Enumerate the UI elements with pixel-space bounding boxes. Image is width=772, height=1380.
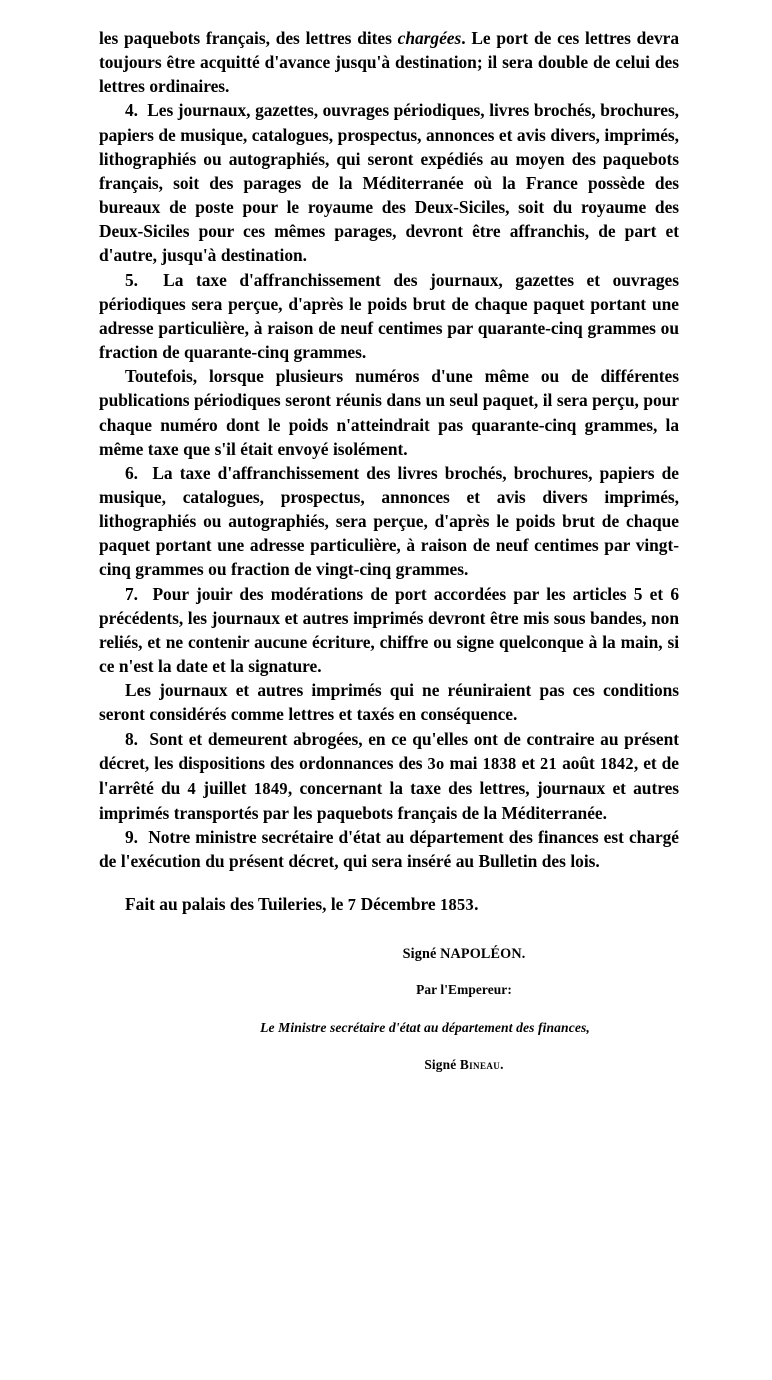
article-text-4: Les journaux, gazettes, ouvrages périodiques, livres brochés, brochures, papiers de musique, catalogues, prospectus, annonces et avis divers, imprimés, lithographiés ou autographiés, qui seront expédiés au moyen des paquebots français, soit des parages de la Méditerranée où la France possède des bureaux de poste pour le royaume des Deux-Siciles, soit du royaume des Deux-Siciles pour ces mêmes parages, devront être affranchis, de part et d'autre, jusqu'à destination. bbox=[99, 100, 679, 266]
paragraph-continuation bbox=[99, 26, 679, 98]
article-8 bbox=[99, 727, 679, 826]
article-number-4: 4. bbox=[125, 100, 138, 121]
article-5 bbox=[99, 268, 679, 365]
article-8-date-1842: 1842 bbox=[599, 753, 634, 773]
dateline bbox=[99, 873, 679, 917]
article-number-9: 9. bbox=[125, 827, 138, 848]
article-7-sub-paragraph bbox=[99, 678, 679, 726]
article-8-date-1838: 1838 bbox=[482, 753, 517, 773]
article-8-text-part-6: juillet bbox=[196, 777, 254, 798]
dateline-terminator: . bbox=[474, 894, 479, 915]
italic-term-chargees: chargées bbox=[397, 28, 462, 48]
dateline-year: 1853 bbox=[439, 895, 475, 915]
article-8-date-4: 4 bbox=[187, 778, 197, 798]
text-block bbox=[99, 26, 679, 1075]
article-5-sub-paragraph bbox=[99, 364, 679, 461]
article-number-5: 5. bbox=[125, 269, 138, 290]
article-8-text-part-4: août bbox=[557, 752, 600, 773]
article-text-6: La taxe d'affranchissement des livres brochés, brochures, papiers de musique, catalogues, prospectus, annonces et avis divers imprimés, lithographiés ou autographiés, sera perçue, d'après le poids brut de chaque paquet portant une adresse particulière, à raison de neuf centimes par vingt-cinq grammes ou fraction de vingt-cinq grammes. bbox=[99, 462, 679, 580]
article-8-text-part-5: , et de l'arrêté du bbox=[99, 752, 679, 798]
dateline-month: Décembre bbox=[356, 894, 440, 915]
article-8-date-21: 21 bbox=[540, 753, 558, 773]
signature-minister-terminator: . bbox=[500, 1056, 504, 1072]
article-4 bbox=[99, 98, 679, 267]
article-9 bbox=[99, 825, 679, 873]
article-8-text-part-3: et bbox=[516, 752, 541, 773]
signature-minister-prefix: Signé bbox=[424, 1056, 460, 1072]
article-text-7: Pour jouir des modérations de port accordées par les articles 5 et 6 précédents, les journaux et autres imprimés devront être mis sous bandes, non reliés, et ne contenir aucune écriture, chiffre ou signe quelconque à la main, si ce n'est la date et la signature. bbox=[99, 583, 679, 677]
dateline-day: 7 bbox=[347, 895, 357, 915]
signature-minister bbox=[99, 1038, 679, 1075]
signature-minister-name: Bineau bbox=[459, 1056, 501, 1072]
signature-emperor: Signé NAPOLÉON. bbox=[402, 945, 526, 962]
article-8-text-part-2: mai bbox=[444, 752, 483, 773]
article-number-6: 6. bbox=[125, 462, 138, 483]
article-7-sub-text: Les journaux et autres imprimés qui ne réuniraient pas ces conditions seront considérés comme lettres et taxés en conséquence. bbox=[99, 680, 679, 725]
article-number-7: 7. bbox=[125, 583, 138, 604]
article-text-5: La taxe d'affranchissement des journaux, gazettes et ouvrages périodiques sera perçue, d'après le poids brut de chaque paquet portant une adresse particulière, à raison de neuf centimes par quarante-cinq grammes ou fraction de quarante-cinq grammes. bbox=[99, 269, 679, 363]
signature-block bbox=[99, 944, 679, 1075]
article-8-date-30: 3o bbox=[427, 753, 445, 773]
article-text-9: Notre ministre secrétaire d'état au département des finances est chargé de l'exécution du présent décret, qui sera inséré au Bulletin des lois. bbox=[99, 827, 679, 872]
article-8-text-part-7: , concernant la taxe des lettres, journaux et autres imprimés transportés par les paquebots français de la Méditerranée. bbox=[99, 777, 680, 823]
article-8-date-1849: 1849 bbox=[253, 778, 288, 798]
continuation-text-after-italic: . Le port de ces lettres devra toujours être acquitté d'avance jusqu'à destination; il sera double de celui des lettres ordinaires. bbox=[99, 28, 679, 97]
signature-minister-title: Le Ministre secrétaire d'état au département des finances, bbox=[260, 1019, 590, 1035]
continuation-text-before-italic: les paquebots français, des lettres dites bbox=[99, 28, 398, 48]
article-number-8: 8. bbox=[125, 728, 138, 749]
article-7 bbox=[99, 582, 679, 679]
article-8-text-part-1: Sont et demeurent abrogées, en ce qu'elles ont de contraire au présent décret, les dispositions des ordonnances des bbox=[99, 728, 679, 773]
dateline-prefix: Fait au palais des Tuileries, le bbox=[125, 894, 348, 915]
article-6 bbox=[99, 461, 679, 582]
signature-by-the-emperor: Par l'Empereur: bbox=[416, 981, 512, 997]
article-5-sub-text: Toutefois, lorsque plusieurs numéros d'une même ou de différentes publications périodiques seront réunis dans un seul paquet, il sera perçu, pour chaque numéro dont le poids n'atteindrait pas quarante-cinq grammes, la même taxe que s'il était envoyé isolément. bbox=[99, 366, 679, 459]
